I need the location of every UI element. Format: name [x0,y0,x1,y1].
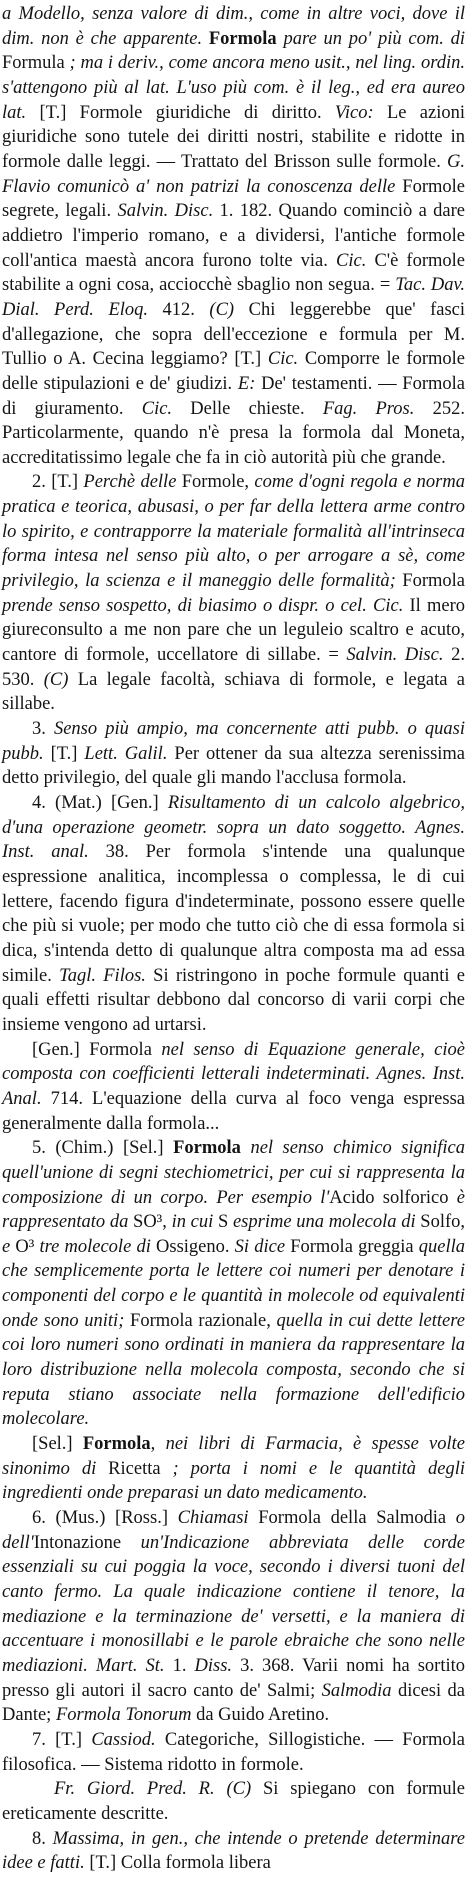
sense-1-continued: a Modello, senza valore di dim., come in altre voci, dove il dim. non è che apparente. Formola pare un po' più com. di Formula ; ma i deriv., come ancora meno usit., nel ling. ordin. s'attengono più al lat. L'uso più com. è il leg., ed era aureo lat. [T.] Formole giuridiche di diritto. Vico: Le azioni giuridiche sono tutele dei diritti nostri, stabilite e ridotte in formole dalle leggi. — Trattato del Brisson sulle formole. G. Flavio comunicò a' non patrizi la conoscenza delle Formole segrete, legali. Salvin. Disc. 1. 182. Quando cominciò a dare addietro l'imperio romano, e a dividersi, l'antiche formole coll'antica maestà ancora furono tolte via. Cic. C'è formole stabilite a ogni cosa, acciocchè sbaglio non segua. = Tac. Dav. Dial. Perd. Eloq. 412. (C) Chi leggerebbe que' fasci d'allegazione, che sopra dell'eccezione e formula per M. Tullio o A. Cecina leggiamo? [T.] Cic. Comporre le formole delle stipulazioni e de' giudizi. E: De' testamenti. — Formola di giuramento. Cic. Delle chieste. Fag. Pros. 252. Particolarmente, quando n'è presa la formola dal Moneta, accreditatissimo legale che fa in ciò autorità più che grande. [2,4,466,468]
sense-6: 6. (Mus.) [Ross.] Chiamasi Formola della Salmodia o dell'Intonazione un'Indicazione abbreviata delle corde essenziali su cui poggia la voce, secondo i diversi tuoni del canto fermo. La quale indicazione contiene il tenore, la mediazione e la terminazione de' versetti, e la maniera di accentuare i monosillabi e le parole ebraiche che sono nelle mediazioni. Mart. St. 1. Diss. 3. 368. Varii nomi ha sortito presso gli autori il sacro canto de' Salmi; Salmodia dicesi da Dante; Formola Tonorum da Guido Aretino. [2,1508,466,1726]
sense-2: 2. [T.] Perchè delle Formole, come d'ogni regola e norma pratica e teorica, abusasi, o per far della lettera arme contro lo spirito, e contrapporre la materiale formalità all'intrinseca forma intesa nel senso più alto, o per arrogare a sè, come privilegio, la scienza e il maneggio delle formalità; Formola prende senso sospetto, di biasimo o dispr. o cel. Cic. Il mero giureconsulto a me non pare che un leguleio scaltro e acuto, cantore di formole, uccellatore di sillabe. = Salvin. Disc. 2. 530. (C) La legale facoltà, schiava di formole, e legata a sillabe. [2,472,466,715]
entry-formola [2,2,465,1876]
sense-7: 7. [T.] Cassiod. Categoriche, Sillogistiche. — Formola filosofica. — Sistema ridotto in formole. [2,1729,465,1775]
sense-5: 5. (Chim.) [Sel.] Formola nel senso chimico significa quell'unione di segni stechiometrici, per cui si rappresenta la composizione di un corpo. Per esempio l'Acido solforico è rappresentato da SO³, in cui S esprime una molecola di Solfo, e O³ tre molecole di Ossigeno. Si dice Formola greggia quella che semplicemente porta le lettere coi numeri per denotare i componenti del corpo e le quantità in molecole od equivalenti onde sono uniti; Formola razionale, quella in cui dette lettere coi loro numeri sono ordinati in maniera da rappresentare la loro distribuzione nella molecola composta, secondo che si reputa stiano associate nella formazione dell'edificio molecolare. [2,1138,466,1430]
sense-4-gen: [Gen.] Formola nel senso di Equazione generale, cioè composta con coefficienti letterali indeterminati. Agnes. Inst. Anal. 714. L'equazione della curva al foco venga espressa generalmente dalla formola... [2,1039,465,1134]
sense-5-sel: [Sel.] Formola, nei libri di Farmacia, è spesse volte sinonimo di Ricetta ; porta i nomi e le quantità degli ingredienti onde preparasi un dato medicamento. [2,1434,466,1504]
sense-4: 4. (Mat.) [Gen.] Risultamento di un calcolo algebrico, d'una operazione geometr. sopra un dato soggetto. Agnes. Inst. anal. 38. Per formola s'intende una qualunque espressione analitica, incomplessa o complessa, le di cui lettere, facendo figura d'indeterminate, possono essere quelle che più si vuole; per modo che tutto ciò che di essa formola si dica, s'intenda detto di qualunque altra composta ma ad essa simile. Tagl. Filos. Si ristringono in poche formule quanti e quali effetti risultar debbono dal concorso di varii corpi che insieme vengono ad urtarsi. [2,793,466,1035]
sense-8: 8. Massima, in gen., che intende o pretende determinare idee e fatti. [T.] Colla formola libera [2,1828,466,1874]
sense-3: 3. Senso più ampio, ma concernente atti pubb. o quasi pubb. [T.] Lett. Galil. Per ottener da sua altezza serenissima detto privilegio, del quale gli mando l'acclusa formola. [2,719,466,789]
sense-7-cite: Fr. Giord. Pred. R. (C) Si spiegano con formule ereticamente descritte. [2,1779,466,1824]
